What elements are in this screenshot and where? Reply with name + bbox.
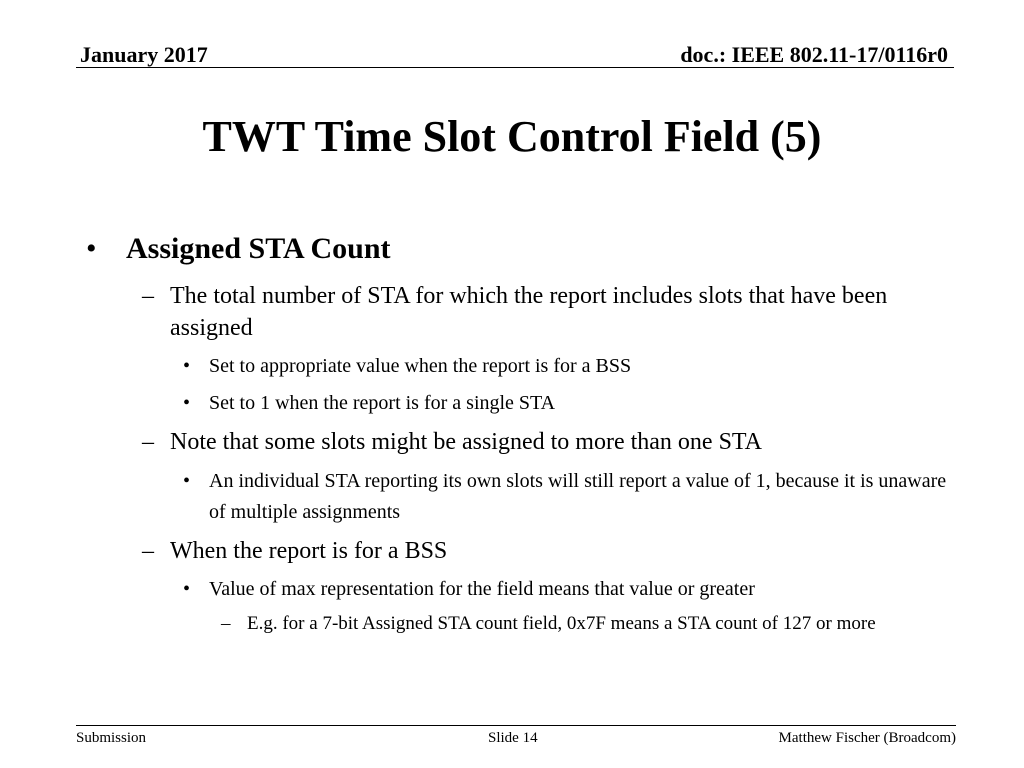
bullet-marker: • xyxy=(183,355,191,377)
bullet-level2 xyxy=(142,426,930,458)
bullet-text: Set to 1 when the report is for a single STA xyxy=(209,392,556,414)
bullet-text: An individual STA reporting its own slots will still report a value of 1, because it is unaware of multiple assignments xyxy=(209,470,947,523)
dash-marker: – xyxy=(142,429,154,455)
bullet-marker: • xyxy=(183,470,191,492)
bullet-level3 xyxy=(183,388,949,419)
bullet-text: Assigned STA Count xyxy=(126,232,391,265)
bullet-level2 xyxy=(142,535,930,567)
bullet-text: Value of max representation for the field means that value or greater xyxy=(209,578,755,600)
bullet-level4 xyxy=(221,610,947,638)
slide-title: TWT Time Slot Control Field (5) xyxy=(202,112,822,161)
bullet-marker: • xyxy=(86,232,97,265)
bullet-text: Note that some slots might be assigned to more than one STA xyxy=(170,429,762,455)
dash-marker: – xyxy=(142,538,154,564)
header-doc-id: doc.: IEEE 802.11-17/0116r0 xyxy=(680,42,948,67)
header-divider xyxy=(76,67,954,68)
footer-divider xyxy=(76,725,956,726)
bullet-text: E.g. for a 7-bit Assigned STA count field, 0x7F means a STA count of 127 or more xyxy=(247,613,876,634)
bullet-level3 xyxy=(183,351,949,382)
bullet-text: Set to appropriate value when the report is for a BSS xyxy=(209,355,632,377)
bullet-level2 xyxy=(142,280,930,344)
footer-author: Matthew Fischer (Broadcom) xyxy=(778,730,956,746)
bullet-marker: • xyxy=(183,392,191,414)
bullet-level3 xyxy=(183,574,949,605)
dash-marker: – xyxy=(142,283,154,309)
bullet-marker: • xyxy=(183,578,191,600)
header-date: January 2017 xyxy=(80,42,208,67)
bullet-text: When the report is for a BSS xyxy=(170,538,448,564)
bullet-text: The total number of STA for which the report includes slots that have been assigned xyxy=(170,283,888,341)
bullet-level3 xyxy=(183,466,949,528)
footer-slide-number: Slide 14 xyxy=(488,730,538,746)
dash-marker: – xyxy=(221,613,231,634)
bullet-level1 xyxy=(86,232,391,266)
footer-submission: Submission xyxy=(76,730,147,746)
